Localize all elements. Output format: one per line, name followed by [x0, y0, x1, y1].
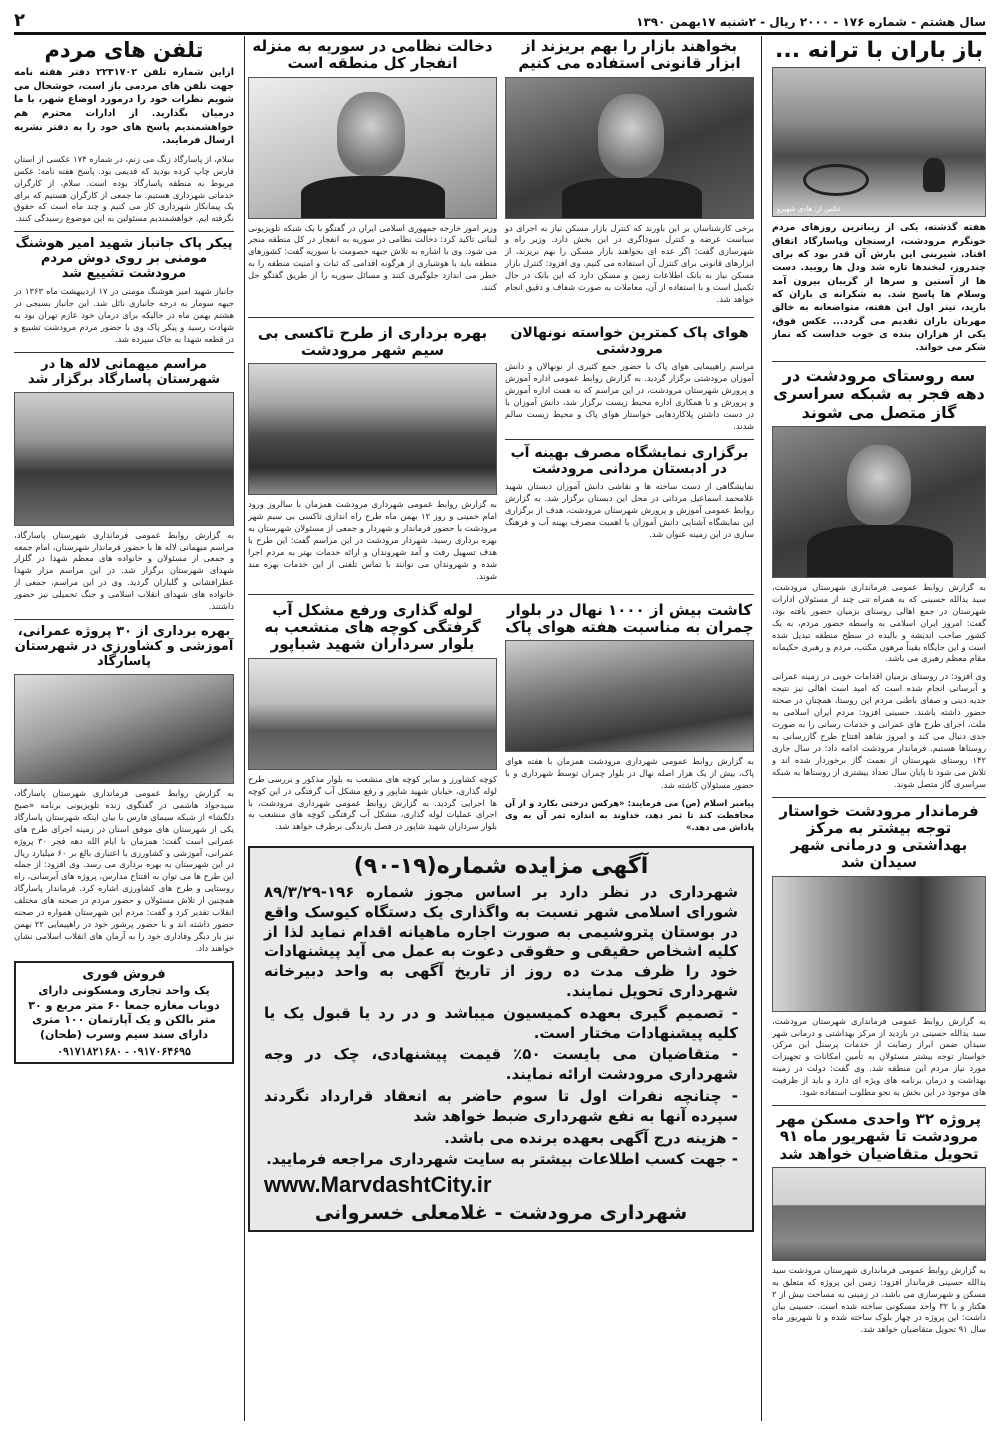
face-shape — [337, 92, 405, 176]
suit-shape — [301, 176, 445, 218]
article-title: پیکر پاک جانباز شهید امیر هوشنگ مومنی بر روی دوش مردم مرودشت تشییع شد — [15, 236, 233, 282]
motorcycle-shape — [803, 164, 869, 196]
article-title: دخالت نظامی در سوریه به منزله انفجار کل منطقه است — [252, 37, 493, 73]
article-quote: پیامبر اسلام (ص) می فرمایند: «هرکس درختی بکارد و از آن محافظت کند تا ثمر دهد، خداوند به اندازه ثمر آن به وی پاداش می دهد.» — [505, 798, 754, 833]
article-body: کوچه کشاورز و سایر کوچه های منشعب به بلوار مذکور و بررسی طرح لوله گذاری، خیابان شهید شاپور و رفع مشکل آب گرفتگی در این کوچه ها اجرایی گردید. به گزارش روابط عمومی شهرداری مرودشت، با اجرای عملیات لوله گذاری، مشکل آب گرفتگی کوچه های منشعب به بلوار سرداران شهید شاپور در فصل بارندگی برطرف خواهد شد. — [248, 773, 497, 832]
rain-landscape-photo — [772, 67, 986, 217]
article-title: بخواهند بازار را بهم بریزند از ابزار قانونی استفاده می کنیم — [518, 37, 741, 73]
ad-paragraph: - هزینه درج آگهی بعهده برنده می باشد. — [444, 1128, 738, 1147]
ad-website: www.MarvdashtCity.ir — [264, 1172, 492, 1198]
ad-title: آگهی مزایده شماره(۱۹-۹۰) — [353, 853, 649, 879]
article-body: مراسم راهپیمایی هوای پاک با حضور جمع کثیری از نونهالان و دانش آموزان مرودشتی برگزار گردید. به گزارش روابط عمومی اداره آموزش و پرورش شهرستان مرودشت، در این مراسم که به همت اداره آموزش و پرورش و با همکاری اداره محیط زیست برگزار شد، دانش آموزان با در دست داشتن پلاکاردهایی خواستار هوای پاک و محیط زیست سالم شدند. — [505, 361, 754, 431]
article-body: هفته گذشته، یکی از زیباترین روزهای مردم خونگرم مرودشت، ارسنجان وپاسارگاد اتفاق افتاد. شیرینی این بارش آن قدر بود که برای چندروز، لبخندها تازه شد ودل ها رویید. دست ها از آستین و سرها از گریبان بیرون آمد وسلام ها پاسخ شد. به شکرانه ی باران که بارید، تیتر اول این هفته، متواضعانه به خالق مهربان باران تقدیم می گردد... عکس فوق، یکی از هزاران بنده ی خوب خداست که نماز شکر می خواند. — [772, 222, 986, 354]
section-body: سلام، از پاسارگاد زنگ می زنم، در شماره ۱۷۴ عکسی از استان فارس چاپ کرده بودید که قدیمی بود. پاسخ هفته نامه: عکس مربوط به منطقه پاسارگاد بوده است. سلام، از کارگران خدماتی شهرداری هستیم. ما جمعی از کارگران هستیم که برای یک پیمانکار شهرداری کار می کنیم و چند ماه است که حقوق نگرفته ایم. خواهشمندیم مسئولین به این موضوع رسیدگی کنند. — [14, 153, 234, 224]
section-intro: ازاین شماره تلفن ۲۲۳۱۷۰۲ دفتر هفته نامه جهت تلفن های مردمی باز است، خوشحال می شویم نظرات خود را درمورد اوضاع شهر، با ما درمیان بگذارید. از ادارات محترم هم خواهشمندیم پاسخ های خود را به دفتر نشریه ارسال فرمایند. — [14, 67, 234, 147]
ad-paragraph: - چنانچه نفرات اول تا سوم حاضر به انعقاد قرارداد نگردند سپرده آنها به نفع شهرداری ضبط خواهد شد — [264, 1086, 738, 1125]
ad-paragraph: - متقاضیان می بایست ۵۰٪ قیمت پیشنهادی، چک در وجه شهرداری مرودشت ارائه نمایند. — [264, 1045, 738, 1084]
column-divider — [244, 36, 245, 1421]
divider — [772, 361, 986, 362]
divider — [772, 797, 986, 798]
right-column — [772, 36, 986, 1421]
divider — [772, 1105, 986, 1106]
middle-column — [248, 36, 754, 1421]
article-body: به گزارش روابط عمومی فرمانداری شهرستان پاسارگاد، سیدجواد هاشمی در گفتگوی زنده تلویزیونی برنامه «صبح دلگشا» از شبکه سیمای فارس با بیان اینکه شهرستان پاسارگاد یکی از شهرستان های موفق استان در زمینه اجرای طرح های عمرانی است گفت: همزمان با ایام الله دهه فجر ۳۰ پروژه عمرانی، آموزشی و کشاورزی با اعتباری بالغ بر ۶۰ میلیارد ریال در این شهرستان به بهره برداری می رسد. وی افزود: از جمله این طرح ها می توان به افتتاح مدارس، پروژه های آبرسانی، راه روستایی و طرح های کشاورزی اشاره کرد. فرماندار پاسارگاد همچنین از تلاش مسئولان و حضور مردم در صحنه های مختلف انقلاب تقدیر کرد و گفت: مردم این شهرستان همواره در صحنه حضور داشته اند و با حضور پرشور خود در راهپیمایی ۲۲ بهمن نیز بار دیگر وفاداری خود را به آرمان های انقلاب اسلامی نشان خواهند داد. — [14, 787, 234, 953]
article — [248, 36, 497, 312]
article-body: نمایشگاهی از دست ساخته ها و نقاشی دانش آموزان دبستان شهید علامحمد اسماعیل مردانی در محل این دبستان برگزار شد. به گزارش روابط عمومی آموزش و پرورش شهرستان مرودشت، هدف از برگزاری این نمایشگاه آشنایی دانش آموزان با اهمیت مصرف بهینه آب و فرهنگ سازی در این زمینه عنوان شد. — [505, 480, 754, 539]
divider — [14, 231, 234, 232]
article-title: لوله گذاری ورفع مشکل آب گرفتگی کوچه های منشعب به بلوار سرداران شهید شباپور — [264, 600, 481, 654]
article — [248, 323, 497, 589]
ad-paragraph: شهرداری در نظر دارد بر اساس مجوز شماره ۱۹۶-۸۹/۳/۲۹ شورای اسلامی شهر نسبت به واگذاری یک دستگاه کیوسک واقع در بوستان پتروشیمی به صورت اجاره ماهیانه اقدام نماید لذا از کلیه اشخاص حقیقی و حقوقی دعوت به عمل می آید پیشنهادات خود را ظرف مدت ده روز از تاریخ آگهی به واحد دبیرخانه شهرداری تحویل نمایند. — [264, 882, 738, 1000]
issue-line: سال هشتم - شماره ۱۷۶ - ۲۰۰۰ ریال - ۲شنبه ۱۷بهمن ۱۳۹۰ — [636, 15, 986, 29]
housing-project-photo — [772, 1167, 986, 1261]
article-title: هوای پاک کمترین خواسته نونهالان مرودشتی — [510, 324, 749, 358]
auction-advertisement — [248, 846, 754, 1232]
governor-portrait-photo — [772, 426, 986, 578]
tree-planting-photo — [505, 640, 754, 752]
article-row — [248, 36, 754, 312]
article-body: وی افزود: در روستای بزمیان اقدامات خوبی در زمینه عمرانی و آبرسانی انجام شده است که امید است اهالی نیز نتیجه جدیه دینی و صفای باطنی مردم این روستا، همچنان در صحنه حضور داشته باشند. حسینی افزود: مردم ایران اسلامی به ملت، اجرای طرح های عمرانی و خدمات رسانی را به صورت جدی دنبال می کند و امروز شاهد افتتاح طرح گازرسانی به روستاها هستیم. فرماندار مرودشت ادامه داد: در سال جاری ۱۴۲ روستای شهرستان از نعمت گاز برخوردار شده اند و تلاش می شود تا پایان سال تعداد بیشتری از روستاها به شبکه سراسری گاز متصل شوند. — [772, 671, 986, 789]
divider — [505, 439, 754, 440]
article-body: به گزارش روابط عمومی شهرداری مرودشت همزمان با سالروز ورود امام خمینی و روز ۱۲ بهمن ماه طرح راه اندازی تاکسی بی سیم شهر مرودشت با حضور فرماندار و شهردار و جمعی از مسئولان شهرستان به بهره برداری رسید. شهردار مرودشت در این مراسم گفت: این طرح با هدف تسهیل رفت و آمد شهروندان و ارائه خدمات بهتر به مردم اجرا شده و شهروندان می توانند با تماس تلفنی از این خدمات بهره مند شوند. — [248, 499, 497, 581]
foreign-minister-portrait-photo — [248, 77, 497, 219]
article-title: برگزاری نمایشگاه مصرف بهینه آب در ادبستان مردانی مرودشت — [510, 444, 749, 477]
article-title: فرماندار مرودشت خواستار توجه بیشتر به مرکز بهداشتی و درمانی شهر سیدان شد — [779, 801, 979, 872]
section-title: تلفن های مردم — [44, 38, 204, 62]
article-body: به گزارش روابط عمومی شهرداری مرودشت همزمان با هفته هوای پاک، بیش از یک هزار اصله نهال در بلوار چمران توسط شهرداری و با حضور مسئولان کاشته شد. — [505, 756, 754, 791]
article-row — [248, 600, 754, 840]
suit-shape — [807, 525, 953, 577]
divider — [14, 352, 234, 353]
classified-title: فروش فوری — [82, 966, 166, 982]
praying-man-shape — [923, 158, 945, 192]
article-title: باز باران با ترانه ... — [774, 38, 983, 63]
divider — [14, 619, 234, 620]
divider — [248, 317, 754, 318]
article-body: وزیر امور خارجه جمهوری اسلامی ایران در گفتگو با یک شبکه تلویزیونی لبنانی تاکید کرد: دخالت نظامی در سوریه به انفجار در کل منطقه منجر می شود. وی با اشاره به تلاش جبهه خصومت با سوریه گفت: کشورهای منطقه باید با هوشیاری از هرگونه اقدامی که ثبات و امنیت منطقه را به خطر می اندازد جلوگیری کنند و مسائل سوریه را از طریق گفتگو حل کنند. — [248, 222, 497, 293]
taxi-ceremony-photo — [248, 363, 497, 495]
article-title: مراسم میهمانی لاله ها در شهرستان پاسارگاد برگزار شد — [28, 356, 220, 387]
suit-shape — [562, 178, 702, 218]
article — [505, 36, 754, 312]
face-shape — [847, 445, 911, 525]
article-title: کاشت بیش از ۱۰۰۰ نهال در بلوار چمران به مناسبت هفته هوای پاک — [505, 600, 754, 637]
article-body: به گزارش روابط عمومی فرمانداری شهرستان مرودشت سید یدالله حسینی فرماندار افزود: زمین این پروژه که متعلق به مسکن و شهرسازی می باشد، در زمینی به مساحت بیش از ۲ هکتار و با ۳۲ واحد مسکونی ساخته شده است. حسینی بیان داشت: این پروژه در چهار بلوک ساخته شده و تا شهریور ماه سال ۹۱ تحویل متقاضیان خواهد شد. — [772, 1264, 986, 1335]
article — [505, 600, 754, 840]
face-shape — [598, 94, 664, 178]
classified-ad — [14, 961, 234, 1064]
masthead — [14, 6, 986, 35]
martyrs-ceremony-photo — [14, 392, 234, 526]
tv-interview-photo — [14, 674, 234, 784]
photo-credit: عکس از: هادی شهپرو — [777, 205, 842, 214]
health-center-visit-photo — [772, 876, 986, 1012]
article-body: برخی کارشناسان بر این باورند که کنترل بازار مسکن نیاز به اجرای دو سیاست عرضه و کنترل سوداگری در این بخش دارد. وزیر راه و شهرسازی گفت: اگر عده ای بخواهند بازار مسکن را بهم بریزند، از ابزارهای قانونی برای کنترل آن استفاده می کنیم. وی افزود: کنترل بازار مسکن نیاز به بانک اطلاعات زمین و مسکن دارد که این بانک در حال تکمیل است و با استفاده از آن، معاملات به صورت شفاف و دقیق انجام خواهد شد. — [505, 222, 754, 305]
pipe-laying-excavator-photo — [248, 658, 497, 770]
article — [248, 600, 497, 840]
column-divider — [761, 36, 762, 1421]
classified-phones: ۰۹۱۷۱۸۲۱۶۸۰ - ۰۹۱۷۰۶۴۶۹۵ — [57, 1046, 191, 1059]
classified-body: یک واحد تجاری ومسکونی دارای دوباب مغازه جمعا ۶۰ متر مربع و ۳۰ متر بالکن و یک آپارتمان ۱۰۰ متری دارای سند سیم وسرب (طحان) — [28, 983, 220, 1042]
ad-signature: شهرداری مرودشت - غلامعلی خسروانی — [314, 1202, 688, 1225]
article-title: پروژه ۳۲ واحدی مسکن مهر مرودشت تا شهریور ماه ۹۱ تحویل متقاضیان خواهد شد — [777, 1110, 981, 1163]
divider — [248, 594, 754, 595]
article-row — [248, 323, 754, 589]
minister-portrait-photo — [505, 77, 754, 219]
article-body: به گزارش روابط عمومی فرمانداری شهرستان مرودشت، سید یدالله حسینی در بازدید از مرکز بهداشتی و درمانی شهر سیدان ضمن ابراز رضایت از خدمات پرسنل این مرکز، خواستار توجه بیشتر مسئولان به تأمین امکانات و تجهیزات مورد نیاز مردم این منطقه شد. وی گفت: دولت در زمینه بهداشت و درمان برنامه های ویژه ای دارد و باید از ظرفیت های موجود در این بخش به نحو مطلوب استفاده شود. — [772, 1015, 986, 1098]
ad-paragraph: - تصمیم گیری بعهده کمیسیون میباشد و در رد یا قبول یک یا کلیه پیشنهادات مختار است. — [264, 1003, 738, 1042]
article-body: به گزارش روابط عمومی فرمانداری شهرستان مرودشت، سید یدالله حسینی که به همراه تنی چند از مسئولان ادارات شهرستان در جمع اهالی روستای بزمیان حضور یافته بود، گفت: امروز ایران اسلامی به واسطه حضور مردم، به یک کشور صاحب اندیشه و بالیده در سطح منطقه تبدیل شده است و این جایگاه یقیناً مرهون مکتب، مردم و رهبری حکیمانه مقام معظم رهبری می باشد. — [772, 581, 986, 664]
article — [505, 323, 754, 589]
left-column — [14, 36, 234, 1421]
article-title: سه روستای مرودشت در دهه فجر به شبکه سراسری گاز متصل می شوند — [773, 365, 985, 422]
article-title: بهره برداری از طرح تاکسی بی سیم شهر مرودشت — [257, 323, 488, 360]
page-number: ۲ — [14, 10, 25, 31]
ad-paragraph: - جهت کسب اطلاعات بیشتر به سایت شهرداری مراجعه فرمایید. — [266, 1150, 738, 1169]
article-title: بهره برداری از ۳۰ پروژه عمرانی، آموزشی و کشاورزی در شهرستان پاسارگاد — [14, 624, 234, 669]
article-body: جانباز شهید امیر هوشنگ مومنی در ۱۷ اردیبهشت ماه ۱۳۶۳ در جبهه سومار به درجه جانبازی نائل شد. این جانباز بسیجی در هشتم بهمن ماه در حالیکه برای درمان خود عازم تهران بود به شهادت رسید و پیکر پاک وی با حضور مردم مرودشت تشییع و در قطعه شهدا به خاک سپرده شد. — [14, 286, 234, 344]
article-body: به گزارش روابط عمومی فرمانداری شهرستان پاسارگاد، مراسم میهمانی لاله ها با حضور فرماندار شهرستان، امام جمعه و جمعی از مسئولان و خانواده های معظم شهدا در گلزار شهدای شهرستان برگزار شد. در این مراسم مزار شهدا عطرافشانی و گلباران گردید. وی در این مراسم، جمعی از خانواده های شهدای انقلاب اسلامی و جنگ تحمیلی نیز حضور داشتند. — [14, 529, 234, 612]
